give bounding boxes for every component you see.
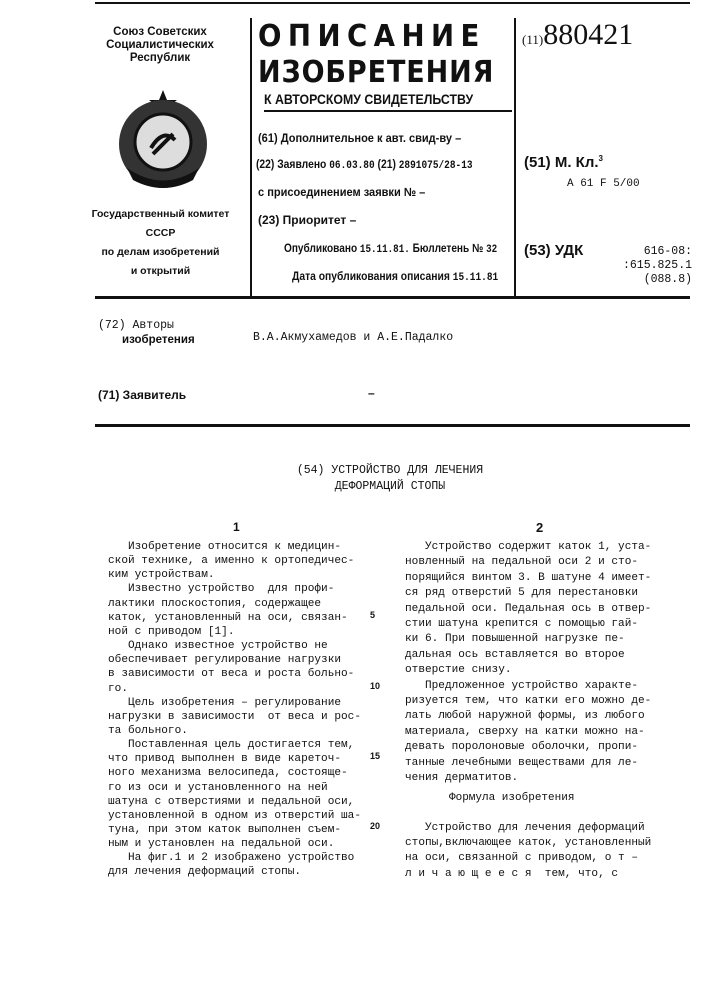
description-date bbox=[292, 269, 498, 284]
text-line: каток, установленный на оси, связан- bbox=[108, 612, 348, 624]
mkl bbox=[524, 154, 603, 171]
column-number-2: 2 bbox=[536, 520, 543, 535]
text-line: го из оси и установленного на ней bbox=[108, 782, 328, 794]
text-line: материала, сверху на катки можно на- bbox=[405, 726, 645, 738]
field-23: (23) Приоритет – bbox=[258, 213, 356, 227]
claim-line: на оси, связанной с приводом, о т – bbox=[405, 852, 638, 864]
line-number: 5 bbox=[370, 610, 375, 620]
invention-title bbox=[290, 463, 490, 495]
text-line: что привод выполнен в виде кареточ- bbox=[108, 753, 341, 765]
committee-line: СССР bbox=[88, 224, 233, 243]
text-line: дальная ось вставляется во второе bbox=[405, 649, 625, 661]
text-line: го. bbox=[108, 683, 128, 695]
text-line: нагрузки в зависимости от веса и рос- bbox=[108, 711, 361, 723]
join-application: с присоединением заявки № – bbox=[258, 185, 425, 199]
published-value: 15.11.81. bbox=[360, 244, 410, 256]
mkl-edition: 3 bbox=[599, 154, 603, 163]
text-line: обеспечивает регулирование нагрузки bbox=[108, 654, 341, 666]
description-date-label: Дата опубликования описания bbox=[292, 269, 450, 283]
text-line: танные лечебными веществами для ле- bbox=[405, 757, 638, 769]
line-number: 20 bbox=[370, 821, 380, 831]
authors-label-1: (72) Авторы bbox=[98, 318, 195, 333]
patent-number bbox=[522, 18, 633, 52]
state-emblem-icon bbox=[113, 88, 213, 193]
committee-name bbox=[88, 205, 233, 281]
authors-label bbox=[98, 318, 195, 348]
applicant-label: (71) Заявитель bbox=[98, 388, 186, 402]
header-divider-right bbox=[514, 18, 516, 296]
field-21-label: (21) bbox=[378, 157, 396, 171]
text-line: туна, при этом каток выполнен съем- bbox=[108, 824, 341, 836]
authors-label-2: изобретения bbox=[98, 333, 195, 348]
text-line: девать поролоновые оболочки, пропи- bbox=[405, 741, 638, 753]
text-line: ки 6. При повышенной нагрузке пе- bbox=[405, 633, 625, 645]
text-line: стии шатуна крепится с помощью гай- bbox=[405, 618, 638, 630]
text-line: Однако известное устройство не bbox=[108, 640, 328, 652]
text-line: ным и установлен на педальной оси. bbox=[108, 838, 334, 850]
claim-line: стопы,включающее каток, установленный bbox=[405, 837, 651, 849]
text-line: чения дерматитов. bbox=[405, 772, 518, 784]
text-line: ной с приводом [1]. bbox=[108, 626, 235, 638]
header-bottom-rule bbox=[95, 296, 690, 299]
field-22 bbox=[256, 157, 473, 172]
text-line: в зависимости от веса и роста больно- bbox=[108, 668, 354, 680]
bulletin-value: 32 bbox=[486, 244, 497, 256]
text-line: ким устройствам. bbox=[108, 569, 215, 581]
text-line: Известно устройство для профи- bbox=[108, 583, 334, 595]
patent-code: (11) bbox=[522, 32, 543, 47]
udk-value bbox=[622, 245, 692, 287]
doc-subtitle: К АВТОРСКОМУ СВИДЕТЕЛЬСТВУ bbox=[264, 91, 473, 107]
text-line: Предложенное устройство характе- bbox=[405, 680, 638, 692]
union-line: Социалистических bbox=[95, 39, 225, 52]
udk-line: 616-08: bbox=[622, 245, 692, 259]
text-line: шатуна с отверстиями и педальной оси, bbox=[108, 796, 354, 808]
committee-line: по делам изобретений bbox=[88, 243, 233, 262]
text-line: та больного. bbox=[108, 725, 188, 737]
committee-line: Государственный комитет bbox=[88, 205, 233, 224]
text-line: Цель изобретения – регулирование bbox=[108, 697, 341, 709]
applicant-value: – bbox=[368, 386, 375, 400]
field-22-value: 06.03.80 bbox=[329, 160, 374, 172]
text-line: Поставленная цель достигается тем, bbox=[108, 739, 354, 751]
udk-line: (088.8) bbox=[622, 273, 692, 287]
committee-line: и открытий bbox=[88, 262, 233, 281]
text-line: для лечения деформаций стопы. bbox=[108, 866, 301, 878]
subtitle-underline bbox=[264, 110, 512, 112]
published bbox=[284, 241, 497, 256]
text-line: установленной в одном из отверстий ша- bbox=[108, 810, 361, 822]
udk-line: :615.825.1 bbox=[622, 259, 692, 273]
text-line: педальной оси. Педальная ось в отвер- bbox=[405, 603, 651, 615]
top-rule bbox=[95, 2, 690, 4]
text-line: новленный на педальной оси 2 и сто- bbox=[405, 556, 638, 568]
line-number: 15 bbox=[370, 751, 380, 761]
union-name bbox=[95, 26, 225, 65]
field-61: (61) Дополнительное к авт. свид-ву – bbox=[258, 131, 461, 145]
text-line: лать любой наружной формы, из любого bbox=[405, 710, 645, 722]
doc-title-1: ОПИСАНИЕ bbox=[258, 20, 486, 54]
published-label: Опубликовано bbox=[284, 241, 357, 255]
doc-title-2: ИЗОБРЕТЕНИЯ bbox=[258, 56, 494, 90]
mkl-value: A 61 F 5/00 bbox=[567, 178, 640, 190]
text-line: отверстие снизу. bbox=[405, 664, 512, 676]
text-line: ся ряд отверстий 5 для перестановки bbox=[405, 587, 638, 599]
union-line: Республик bbox=[95, 52, 225, 65]
udk-label: (53) УДК bbox=[524, 242, 583, 259]
header-divider-left bbox=[250, 18, 252, 296]
text-line: На фиг.1 и 2 изображено устройство bbox=[108, 852, 354, 864]
patent-number-value: 880421 bbox=[543, 18, 633, 51]
text-line: ризуется тем, что катки его можно де- bbox=[405, 695, 651, 707]
column-number-1: 1 bbox=[233, 520, 240, 534]
text-line: Изобретение относится к медицин- bbox=[108, 541, 341, 553]
section-rule bbox=[95, 424, 690, 427]
bulletin-label: Бюллетень № bbox=[413, 241, 484, 255]
mkl-label: (51) М. Кл. bbox=[524, 154, 599, 171]
authors-value: В.А.Акмухамедов и А.Е.Падалко bbox=[253, 331, 453, 344]
invention-title-line: (54) УСТРОЙСТВО ДЛЯ ЛЕЧЕНИЯ bbox=[290, 463, 490, 479]
patent-page bbox=[0, 0, 707, 1000]
text-line: ного механизма велосипеда, состояще- bbox=[108, 767, 348, 779]
field-21-value: 2891075/28-13 bbox=[399, 160, 473, 172]
text-line: лактики плоскостопия, содержащее bbox=[108, 598, 321, 610]
text-line: Устройство содержит каток 1, уста- bbox=[405, 541, 651, 553]
invention-title-line: ДЕФОРМАЦИЙ СТОПЫ bbox=[290, 479, 490, 495]
union-line: Союз Советских bbox=[95, 26, 225, 39]
claim-line: л и ч а ю щ е е с я тем, что, с bbox=[405, 868, 618, 880]
claim-line: Устройство для лечения деформаций bbox=[405, 822, 645, 834]
text-line: ской технике, а именно к ортопедичес- bbox=[108, 555, 354, 567]
text-line: порящийся винтом 3. В шатуне 4 имеет- bbox=[405, 572, 651, 584]
description-date-value: 15.11.81 bbox=[453, 272, 498, 284]
field-22-label: (22) Заявлено bbox=[256, 157, 326, 171]
line-number: 10 bbox=[370, 681, 380, 691]
formula-title: Формула изобретения bbox=[449, 792, 574, 804]
